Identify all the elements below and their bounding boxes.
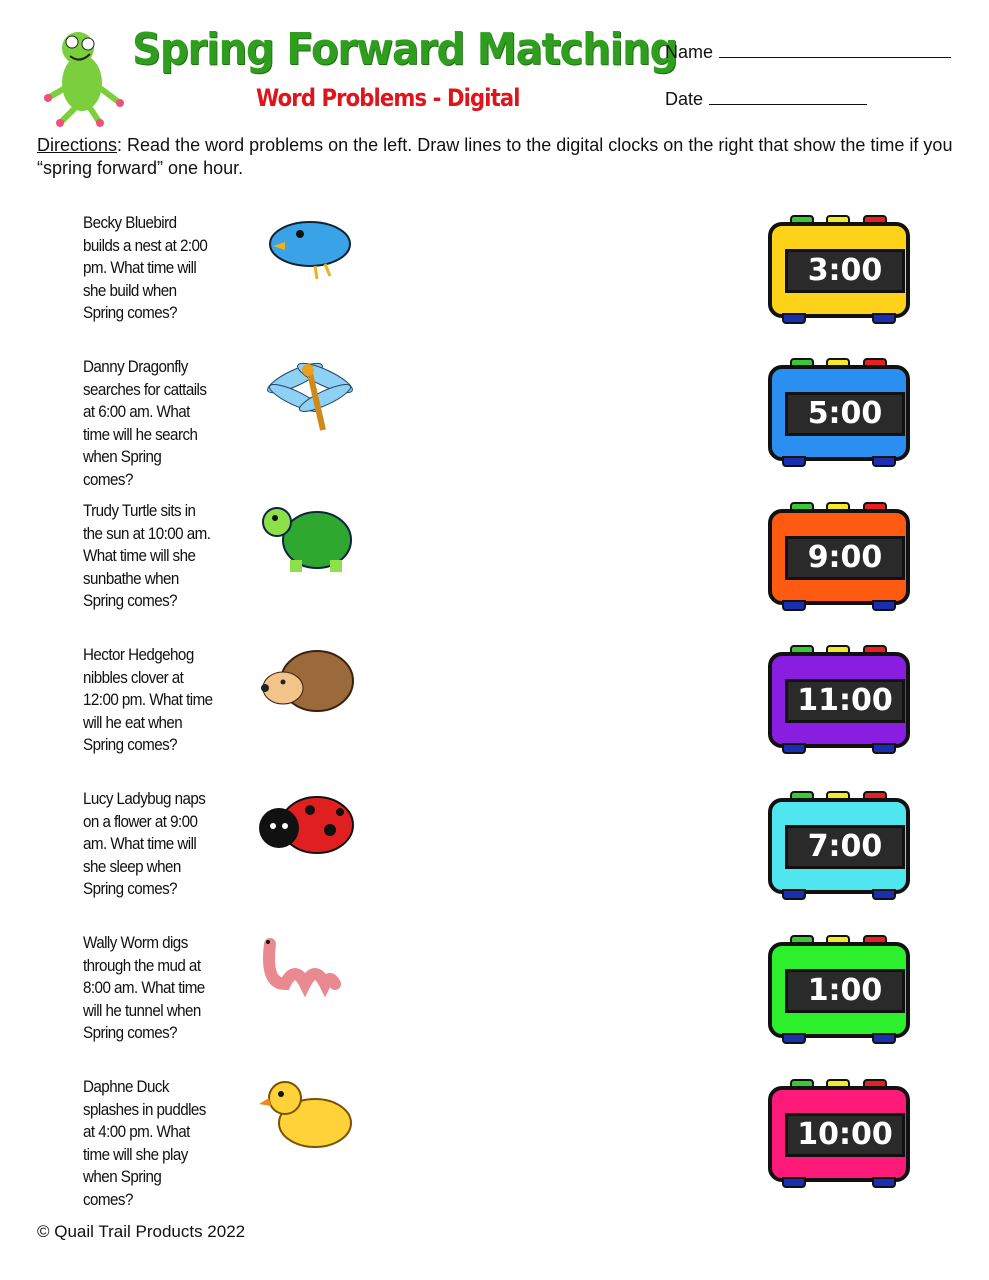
problem-line: comes?: [83, 470, 133, 489]
directions: [37, 134, 957, 180]
problem-line: at 6:00 am. What: [83, 403, 190, 422]
digital-clock[interactable]: [768, 645, 910, 755]
problem-line: Trudy Turtle sits in: [83, 502, 196, 520]
problem-line: builds a nest at 2:00: [83, 236, 208, 255]
word-problem: [83, 212, 230, 325]
problem-line: Spring comes?: [83, 304, 178, 323]
date-blank[interactable]: [709, 88, 867, 105]
bluebird-icon: [255, 204, 365, 294]
word-problem: [83, 1076, 230, 1212]
digital-clock[interactable]: [768, 358, 910, 468]
problem-line: nibbles clover at: [83, 668, 184, 687]
frog-icon: [40, 28, 130, 128]
problem-line: searches for cattails: [83, 380, 207, 399]
problem-line: she sleep when: [83, 857, 181, 876]
clock-display: 7:00: [785, 825, 905, 869]
turtle-icon: [255, 492, 365, 582]
name-blank[interactable]: [719, 41, 951, 58]
digital-clock[interactable]: [768, 215, 910, 325]
clock-body: [768, 652, 910, 748]
name-field[interactable]: [665, 41, 951, 63]
word-problem: [83, 644, 230, 757]
problem-line: on a flower at 9:00: [83, 812, 198, 831]
problem-line: sunbathe when: [83, 569, 179, 588]
dragonfly-icon: [255, 348, 365, 438]
problem-line: Spring comes?: [83, 592, 178, 611]
word-problem: [83, 500, 230, 613]
problem-line: What time will she: [83, 547, 196, 566]
clock-display: 5:00: [785, 392, 905, 436]
problem-line: am. What time will: [83, 835, 197, 854]
worksheet-subtitle: Word Problems - Digital: [256, 84, 520, 112]
problem-line: when Spring: [83, 1168, 162, 1187]
problem-line: Hector Hedgehog: [83, 646, 194, 664]
problem-line: Spring comes?: [83, 1024, 178, 1043]
problem-line: will he tunnel when: [83, 1001, 201, 1020]
problem-line: Becky Bluebird: [83, 214, 177, 232]
problem-line: 12:00 pm. What time: [83, 691, 213, 710]
directions-text: : Read the word problems on the left. Draw lines to the digital clocks on the right that show the time if you “spring forward” one hour.: [37, 135, 953, 178]
ladybug-icon: [255, 780, 365, 870]
problem-line: will he eat when: [83, 713, 183, 732]
problem-line: when Spring: [83, 448, 162, 467]
clock-body: [768, 222, 910, 318]
word-problem: [83, 788, 230, 901]
duck-icon: [255, 1068, 365, 1158]
digital-clock[interactable]: [768, 791, 910, 901]
hedgehog-icon: [255, 636, 365, 726]
problem-line: pm. What time will: [83, 259, 197, 278]
problem-line: at 4:00 pm. What: [83, 1123, 190, 1142]
date-label: Date: [665, 89, 704, 109]
clock-body: [768, 1086, 910, 1182]
problem-line: she build when: [83, 281, 177, 300]
directions-label: Directions: [37, 135, 118, 155]
clock-body: [768, 798, 910, 894]
clock-display: 10:00: [785, 1113, 905, 1157]
clock-display: 9:00: [785, 536, 905, 580]
worksheet-title: Spring Forward Matching: [132, 24, 678, 75]
word-problem: [83, 356, 230, 492]
problem-line: time will he search: [83, 425, 198, 444]
word-problem: [83, 932, 230, 1045]
problem-line: Spring comes?: [83, 880, 178, 899]
clock-display: 1:00: [785, 969, 905, 1013]
problem-line: Lucy Ladybug naps: [83, 790, 206, 808]
problem-line: Daphne Duck: [83, 1078, 169, 1096]
problem-line: 8:00 am. What time: [83, 979, 205, 998]
clock-body: [768, 942, 910, 1038]
clock-body: [768, 365, 910, 461]
digital-clock[interactable]: [768, 1079, 910, 1189]
clock-display: 3:00: [785, 249, 905, 293]
digital-clock[interactable]: [768, 935, 910, 1045]
problem-line: through the mud at: [83, 956, 201, 975]
name-label: Name: [665, 42, 714, 62]
problem-line: Wally Worm digs: [83, 934, 188, 952]
problem-line: Danny Dragonfly: [83, 358, 188, 376]
problem-line: comes?: [83, 1190, 133, 1209]
problem-line: time will she play: [83, 1145, 188, 1164]
problem-line: splashes in puddles: [83, 1100, 206, 1119]
digital-clock[interactable]: [768, 502, 910, 612]
date-field[interactable]: [665, 88, 867, 110]
problem-line: the sun at 10:00 am.: [83, 524, 211, 543]
worm-icon: [255, 924, 365, 1014]
clock-display: 11:00: [785, 679, 905, 723]
problem-line: Spring comes?: [83, 736, 178, 755]
clock-body: [768, 509, 910, 605]
copyright-footer: © Quail Trail Products 2022: [37, 1222, 246, 1241]
